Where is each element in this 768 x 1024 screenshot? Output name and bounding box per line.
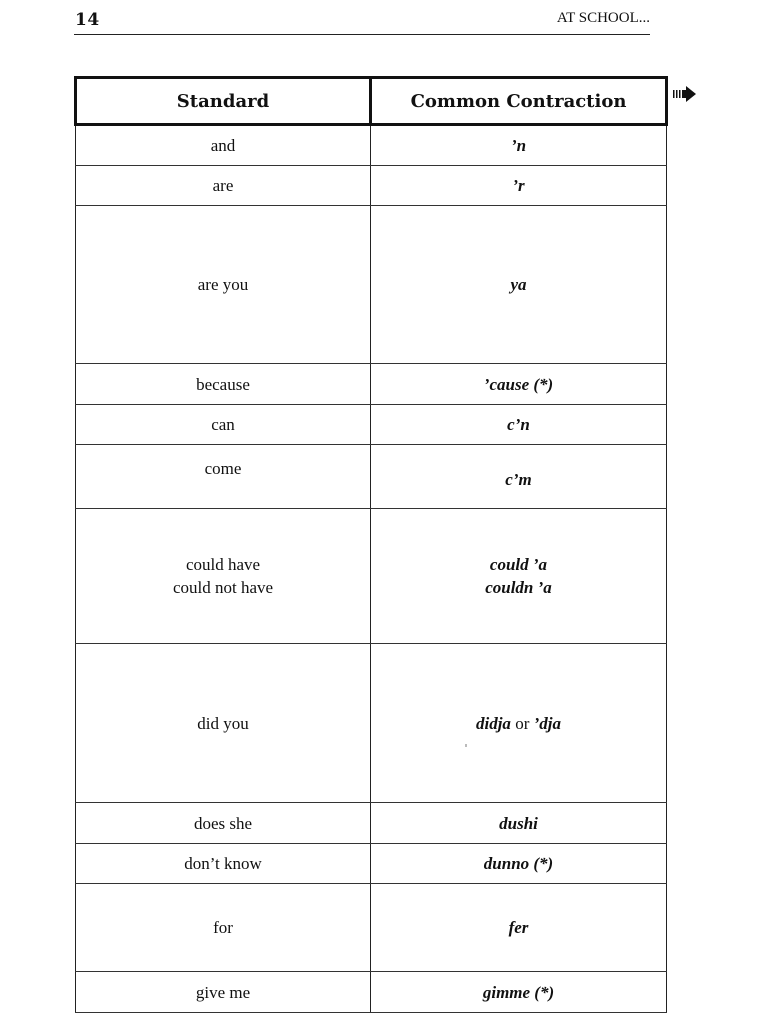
standard-cell: don’t know [76,844,371,884]
continue-arrow-icon [673,85,697,103]
standard-cell: because [76,364,371,405]
table-row [76,844,667,884]
table-row [76,364,667,405]
contraction-cell: dunno (*) [371,844,667,884]
table-row [76,125,667,166]
standard-cell: give me [76,972,371,1013]
standard-cell: are you [76,206,371,364]
contraction-line: could ’a [489,555,548,574]
table-row [76,884,667,972]
contraction-or: or [510,713,534,733]
standard-cell: for [76,884,371,972]
table-row [76,206,667,364]
contractions-table [74,76,668,1013]
contraction-primary: didja [475,713,511,733]
column-header-common-contraction: Common Contraction [371,78,667,125]
table-row [76,803,667,844]
header-rule [74,34,650,35]
table-row [76,644,667,803]
contraction-cell [371,644,667,803]
contraction-cell: ya [371,206,667,364]
standard-cell: come [76,445,371,509]
table-row [76,509,667,644]
running-head: AT SCHOOL... [556,10,650,26]
contraction-cell: gimme (*) [371,972,667,1013]
standard-cell [76,509,371,644]
standard-line: could have [185,555,261,574]
column-header-standard: Standard [76,78,371,125]
standard-cell: did you [76,644,371,803]
contraction-cell: fer [371,884,667,972]
contraction-cell: ’cause (*) [371,364,667,405]
contraction-cell: c’n [371,405,667,445]
table-row [76,166,667,206]
contraction-cell: dushi [371,803,667,844]
contraction-cell [371,509,667,644]
table-row [76,405,667,445]
table-row [76,445,667,509]
contraction-alternate: ’dja [533,713,561,733]
contraction-line: couldn ’a [485,578,552,597]
table-header-row [76,78,667,125]
standard-cell: does she [76,803,371,844]
table-row [76,972,667,1013]
standard-cell: are [76,166,371,206]
page-number: 14 [75,10,100,30]
contraction-cell: c’m [371,445,667,509]
standard-line: could not have [172,578,274,597]
contraction-cell: ’n [371,125,667,166]
print-speck [465,744,467,747]
contraction-cell: ’r [371,166,667,206]
standard-cell: can [76,405,371,445]
standard-cell: and [76,125,371,166]
